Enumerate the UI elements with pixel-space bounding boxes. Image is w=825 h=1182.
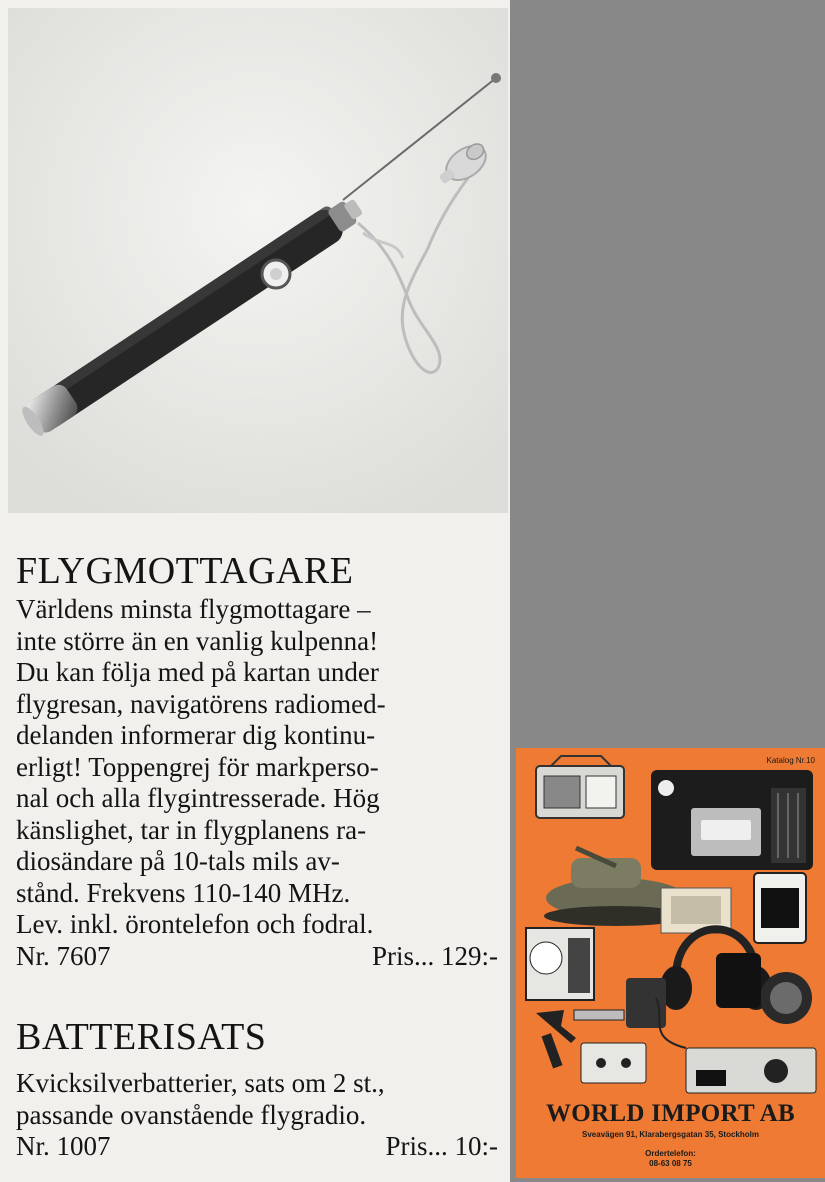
order-phone-number: 08-63 08 75 xyxy=(649,1159,692,1168)
catalog-products-illustration xyxy=(516,748,825,1098)
product-number: Nr. 7607 xyxy=(16,940,111,971)
price-row xyxy=(16,941,498,973)
product-photo xyxy=(8,8,508,513)
product-title-batterisats: BATTERISATS xyxy=(16,1016,267,1058)
catalog-number-label: Katalog Nr.10 xyxy=(766,756,815,765)
catalog-order-info xyxy=(516,1149,825,1169)
description-line: passande ovanstående flygradio. xyxy=(16,1099,367,1130)
product-number: Nr. 1007 xyxy=(16,1131,111,1161)
description-line: flygresan, navigatörens radiomed- xyxy=(16,688,386,719)
product-price: Pris... 10:- xyxy=(385,1131,498,1161)
description-line: erligt! Toppengrej för markperso- xyxy=(16,751,379,782)
catalog-address: Sveavägen 91, Klarabergsgatan 35, Stockholm xyxy=(582,1130,759,1139)
pen-radio-illustration xyxy=(8,8,508,513)
order-phone-label: Ordertelefon: xyxy=(645,1149,696,1158)
description-line: stånd. Frekvens 110-140 MHz. xyxy=(16,877,351,908)
description-line: inte större än en vanlig kulpenna! xyxy=(16,625,379,656)
description-line: diosändare på 10-tals mils av- xyxy=(16,846,340,876)
product-price: Pris... 129:- xyxy=(371,940,498,971)
description-line: Världens minsta flygmottagare – xyxy=(16,594,371,624)
description-line: delanden informerar dig kontinu- xyxy=(16,720,376,750)
description-line: Lev. inkl. örontelefon och fodral. xyxy=(16,909,374,939)
product-description-flygmottagare xyxy=(16,594,498,972)
catalog-cover xyxy=(516,748,825,1178)
product-description-batterisats xyxy=(16,1068,498,1163)
description-line: Kvicksilverbatterier, sats om 2 st., xyxy=(16,1068,385,1098)
product-title-flygmottagare: FLYGMOTTAGARE xyxy=(16,550,354,592)
description-line: Du kan följa med på kartan under xyxy=(16,657,379,687)
catalog-brand: WORLD IMPORT AB xyxy=(545,1100,796,1127)
description-line: nal och alla flygintresserade. Hög xyxy=(16,783,380,813)
price-row xyxy=(16,1131,498,1163)
description-line: känslighet, tar in flygplanens ra- xyxy=(16,814,367,845)
